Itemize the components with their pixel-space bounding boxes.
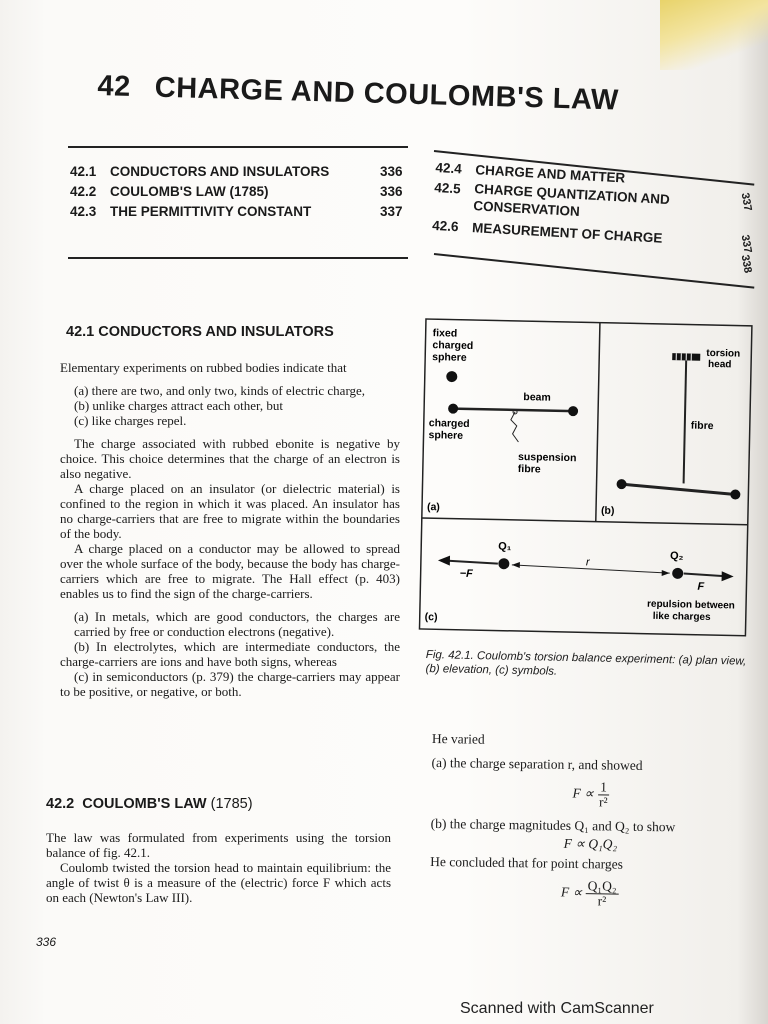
paragraph: (a) the charge separation r, and showed: [431, 754, 643, 773]
page-number: 336: [36, 935, 57, 949]
label-q1: Q₁: [498, 540, 512, 553]
section1-body: [60, 360, 400, 699]
beam-end-sphere: [568, 406, 578, 416]
arrowhead-right: [722, 571, 734, 581]
scanner-watermark: Scanned with CamScanner: [460, 1000, 654, 1017]
equation-coulomb: [430, 877, 750, 910]
numerator: 1: [598, 780, 609, 795]
label-r: r: [585, 556, 590, 569]
toc-bottom-rule-left: [68, 257, 408, 259]
toc-right: [432, 158, 726, 252]
list-item: (b) In electrolytes, which are intermediate conductors, the charge-carriers are ions and have both signs, whereas: [60, 639, 400, 669]
label-f: F: [697, 580, 705, 593]
toc-page: 336: [380, 184, 403, 199]
label-torsion: torsion: [706, 347, 741, 360]
paragraph: He concluded that for point charges: [430, 853, 624, 872]
equation-inverse-square: [431, 778, 751, 811]
list-item: (c) in semiconductors (p. 379) the charge-carriers may appear to be positive, or negative, or both.: [60, 669, 400, 699]
toc-number: 42.2: [70, 184, 97, 199]
section-title: COULOMB'S LAW: [82, 796, 207, 812]
label-fibre: fibre: [690, 419, 714, 433]
list-item: (a) there are two, and only two, kinds of electric charge,: [74, 383, 366, 398]
label-charged: charged: [432, 339, 474, 353]
panel-divider-horizontal: [422, 518, 748, 525]
charge-q2: [672, 568, 683, 579]
label-beam: beam: [523, 391, 551, 404]
separation-line: [512, 565, 670, 573]
section-heading-42-2: [46, 796, 253, 812]
toc-page: 337: [380, 204, 403, 219]
label-suspension-fibre: fibre: [517, 462, 541, 476]
toc-page-42-6: 338: [738, 253, 754, 275]
toc-number: 42.5: [433, 179, 462, 197]
arrowhead-left: [438, 555, 450, 565]
right-column-text: [430, 730, 752, 910]
toc-top-rule-left: [68, 146, 408, 148]
paragraph: The law was formulated from experiments using the torsion balance of fig. 42.1.: [46, 830, 391, 860]
toc-title: CHARGE AND MATTER: [474, 162, 626, 186]
label-fixed: fixed: [432, 327, 458, 340]
label-sphere-a: sphere: [428, 429, 464, 442]
toc-number: 42.3: [70, 204, 97, 219]
sphere-right-elevation: [730, 489, 740, 499]
panel-divider-vertical: [596, 323, 600, 522]
chapter-number: 42: [97, 70, 132, 103]
equation-product: F ∝ Q₁Q₂: [563, 835, 618, 852]
section-year: (1785): [210, 796, 253, 812]
fixed-sphere: [446, 371, 457, 382]
toc-title: CHARGE QUANTIZATION AND CONSERVATION: [472, 181, 671, 220]
denominator: r²: [597, 893, 607, 909]
fibre-line: [684, 360, 687, 483]
list-item: (c) like charges repel.: [74, 413, 187, 428]
torsion-balance-diagram: [418, 318, 755, 645]
label-repulsion: repulsion between: [646, 598, 735, 612]
toc-number: 42.6: [431, 217, 459, 235]
list-item: (a) In metals, which are good conductors, the charges are carried by free or conduction electrons (negative).: [74, 609, 400, 639]
label-neg-f: −F: [459, 567, 473, 581]
section2-body: [46, 830, 391, 905]
label-like-charges: like charges: [652, 610, 711, 624]
toc-left: [70, 162, 403, 222]
chapter-title-text: CHARGE AND COULOMB'S LAW: [154, 71, 620, 117]
denominator: r²: [598, 794, 608, 810]
chapter-title: [97, 70, 698, 120]
paragraph: A charge placed on an insulator (or dielectric material) is confined to the region in which it was placed. An insulator has no charge-carriers that are free to migrate within the boundaries of the body.: [60, 481, 400, 541]
toc-page-42-5: 337: [738, 233, 754, 255]
fraction: [585, 879, 618, 908]
paragraph: He varied: [431, 730, 485, 747]
label-head: head: [707, 358, 732, 371]
toc-title: CONDUCTORS AND INSULATORS: [110, 164, 330, 179]
suspension-leader: [510, 412, 519, 442]
page-corner-shadow: [660, 0, 768, 70]
label-panel-b: (b): [600, 504, 615, 518]
label-panel-c: (c): [424, 611, 438, 624]
toc-page: 336: [380, 164, 403, 179]
paragraph: The charge associated with rubbed ebonite is negative by choice. This choice determines that the charge of an electron is also negative.: [60, 436, 400, 481]
paragraph: (b) the charge magnitudes Q₁ and Q₂ to show: [430, 815, 676, 835]
paragraph: Coulomb twisted the torsion head to maintain equilibrium: the angle of twist θ is a measure of the (electric) force F which acts on each (Newton's Law III).: [46, 860, 391, 905]
list-item: (b) unlike charges attract each other, but: [74, 398, 283, 413]
toc-number: 42.4: [435, 159, 463, 177]
label-sphere: sphere: [432, 351, 467, 364]
eq-lhs: F ∝: [572, 785, 594, 801]
beam-elevation: [621, 484, 735, 494]
paragraph: Elementary experiments on rubbed bodies indicate that: [60, 360, 347, 375]
figure-caption: Fig. 42.1. Coulomb's torsion balance experiment: (a) plan view, (b) elevation, (c) symbols.: [425, 648, 747, 678]
figure-42-1: [418, 318, 755, 645]
force-arrow-left: [442, 560, 498, 563]
toc-number: 42.1: [70, 164, 97, 179]
toc-page-42-4: 337: [738, 191, 754, 213]
charge-q1: [498, 558, 509, 569]
toc-title: MEASUREMENT OF CHARGE: [471, 220, 663, 246]
charged-sphere: [448, 404, 458, 414]
toc-entry[interactable]: [70, 202, 403, 222]
toc-title: COULOMB'S LAW (1785): [110, 184, 269, 199]
label-panel-a: (a): [426, 501, 441, 514]
paragraph: A charge placed on a conductor may be allowed to spread over the whole surface of the body, because the body has charge-carriers which are free to migrate. The Hall effect (p. 403) enables us to find the sign of the charge-carriers.: [60, 541, 400, 601]
numerator: Q₁Q₂: [586, 879, 619, 894]
label-suspension: suspension: [517, 450, 577, 465]
eq-lhs: F ∝: [560, 884, 583, 900]
toc-entry[interactable]: [70, 182, 403, 202]
sphere-left-elevation: [616, 479, 626, 489]
toc-title: THE PERMITTIVITY CONSTANT: [110, 204, 312, 219]
force-arrow-right: [684, 573, 728, 576]
section-heading-42-1: 42.1 CONDUCTORS AND INSULATORS: [66, 324, 334, 340]
label-q2: Q₂: [669, 550, 684, 563]
toc-bottom-rule-right: [434, 253, 754, 289]
toc-entry[interactable]: [70, 162, 403, 182]
label-charged-a: charged: [428, 417, 470, 430]
fraction: [597, 780, 610, 809]
section-number: 42.2: [46, 796, 75, 812]
